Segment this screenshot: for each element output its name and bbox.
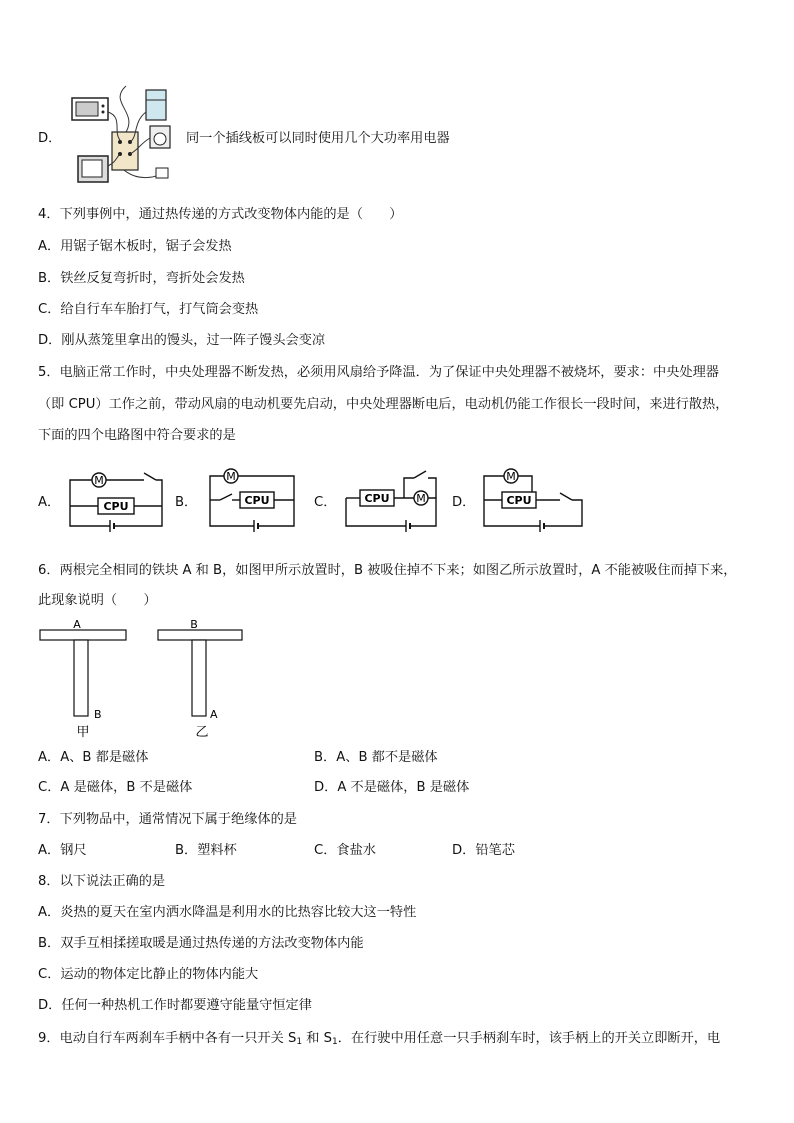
figure-jia <box>38 618 138 742</box>
cpu-label: CPU <box>244 494 270 507</box>
q8-option-b: B．双手互相揉搓取暖是通过热传递的方法改变物体内能 <box>38 936 364 951</box>
q4-option-c: C．给自行车车胎打气，打气筒会变热 <box>38 302 259 317</box>
q5-stem-line-2: （即 CPU）工作之前，带动风扇的电动机要先启动，中央处理器断电后，电动机仍能工作很长一段时间，来进行散热， <box>38 397 729 412</box>
circuit-a <box>68 464 168 532</box>
figure-yi <box>156 618 256 742</box>
q8-stem: 8．以下说法正确的是 <box>38 874 166 889</box>
q6-option-a: A．A、B 都是磁体 <box>38 750 149 765</box>
fig-jia-top-label: A <box>73 618 81 631</box>
q4-stem: 4．下列事例中，通过热传递的方式改变物体内能的是（ ） <box>38 207 403 222</box>
q5-option-d-label: D． <box>452 495 476 510</box>
q7-option-b: B．塑料杯 <box>175 843 237 858</box>
q4-option-d: D．刚从蒸笼里拿出的馒头，过一阵子馒头会变凉 <box>38 333 326 348</box>
q6-stem-line-1: 6．两根完全相同的铁块 A 和 B，如图甲所示放置时，B 被吸住掉不下来；如图乙所示放置时，A 不能被吸住而掉下来， <box>38 563 737 578</box>
q4-option-b: B．铁丝反复弯折时，弯折处会发热 <box>38 271 245 286</box>
q4-option-a: A．用锯子锯木板时，锯子会发热 <box>38 239 232 254</box>
fig-yi-caption: 乙 <box>195 725 209 740</box>
circuit-c <box>344 464 444 532</box>
cpu-label: CPU <box>364 492 390 505</box>
q5-option-a-label: A． <box>38 495 61 510</box>
q6-option-d: D．A 不是磁体，B 是磁体 <box>314 780 470 795</box>
q5-option-c-label: C． <box>314 495 337 510</box>
q9-stem: 9．电动自行车两刹车手柄中各有一只开关 $S_1$ 和 $S_1$．在行驶中用任意一只手柄刹车时，该手柄上的开关立即断开，电 <box>38 1031 721 1047</box>
circuit-d <box>482 464 588 532</box>
q7-stem: 7．下列物品中，通常情况下属于绝缘体的是 <box>38 812 297 827</box>
q8-option-c: C．运动的物体定比静止的物体内能大 <box>38 967 259 982</box>
q7-option-d: D．铅笔芯 <box>452 843 515 858</box>
q6-option-c: C．A 是磁体，B 不是磁体 <box>38 780 193 795</box>
motor-label: M <box>506 470 516 483</box>
q7-option-a: A．钢尺 <box>38 843 87 858</box>
q3-option-d-label: D． <box>38 131 62 146</box>
q7-option-c: C．食盐水 <box>314 843 376 858</box>
appliances-illustration <box>68 82 180 190</box>
fig-yi-top-label: B <box>190 618 198 631</box>
motor-label: M <box>94 474 104 487</box>
circuit-b <box>208 464 308 532</box>
fig-jia-caption: 甲 <box>76 725 90 740</box>
q6-stem-line-2: 此现象说明（ ） <box>38 593 157 608</box>
q5-option-b-label: B． <box>175 495 198 510</box>
motor-label: M <box>416 492 426 505</box>
q8-option-d: D．任何一种热机工作时都要遵守能量守恒定律 <box>38 998 312 1013</box>
fig-yi-bottom-label: A <box>210 708 218 721</box>
q5-stem-line-3: 下面的四个电路图中符合要求的是 <box>38 428 236 443</box>
motor-label: M <box>226 470 236 483</box>
q5-stem-line-1: 5．电脑正常工作时，中央处理器不断发热，必须用风扇给予降温．为了保证中央处理器不被烧坏，要求：中央处理器 <box>38 365 719 380</box>
fig-jia-bottom-label: B <box>94 708 102 721</box>
cpu-label: CPU <box>103 500 129 513</box>
q8-option-a: A．炎热的夏天在室内洒水降温是利用水的比热容比较大这一特性 <box>38 905 417 920</box>
q6-option-b: B．A、B 都不是磁体 <box>314 750 438 765</box>
cpu-label: CPU <box>506 494 532 507</box>
q3-option-d-text: 同一个插线板可以同时使用几个大功率用电器 <box>186 131 450 146</box>
